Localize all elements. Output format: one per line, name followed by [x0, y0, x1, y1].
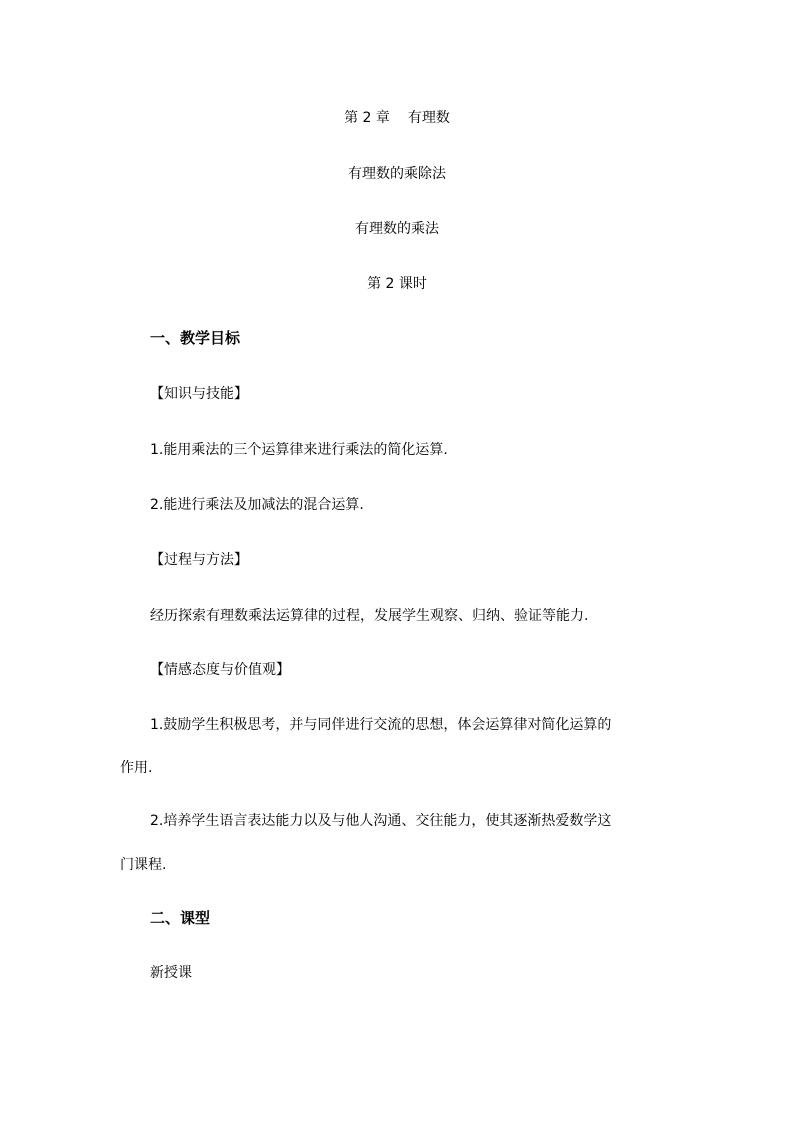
knowledge-item-1: 1.能用乘法的三个运算律来进行乘法的简化运算. [150, 442, 448, 458]
lesson-number: 第 2 课时 [367, 276, 427, 292]
lesson-type-heading: 二、课型 [150, 909, 211, 927]
chapter-heading [0, 108, 794, 128]
emotion-values-label: 【情感态度与价值观】 [150, 662, 290, 678]
chapter-title: 有理数 [407, 110, 450, 126]
process-method-text: 经历探索有理数乘法运算律的过程，发展学生观察、归纳、验证等能力. [150, 608, 589, 624]
process-method-label: 【过程与方法】 [150, 552, 248, 568]
section-title: 有理数的乘除法 [348, 166, 446, 182]
subsection-title: 有理数的乘法 [355, 221, 439, 237]
emotion-item-1-line-1: 1.鼓励学生积极思考，并与同伴进行交流的思想，体会运算律对简化运算的 [150, 717, 612, 733]
knowledge-skills-label: 【知识与技能】 [150, 386, 248, 402]
lesson-type-value: 新授课 [150, 965, 192, 981]
objectives-heading: 一、教学目标 [150, 329, 241, 347]
knowledge-item-2: 2.能进行乘法及加减法的混合运算. [150, 497, 364, 513]
emotion-item-1-line-2: 作用. [120, 760, 153, 776]
chapter-number: 第 2 章 [344, 110, 390, 126]
emotion-item-2-line-2: 门课程. [120, 857, 167, 873]
emotion-item-2-line-1: 2.培养学生语言表达能力以及与他人沟通、交往能力，使其逐渐热爱数学这 [150, 813, 612, 829]
